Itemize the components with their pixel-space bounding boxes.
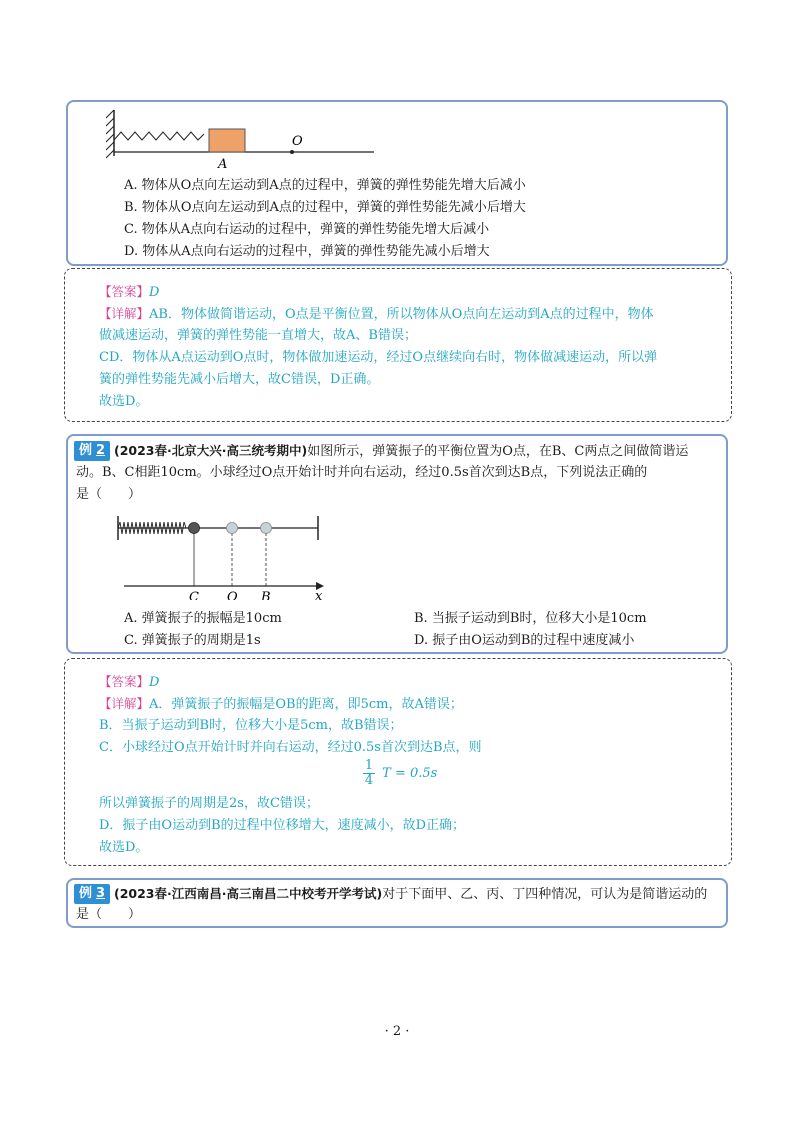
period-formula <box>363 759 437 793</box>
q3-stem-line-1: (2023春·江西南昌·高三南昌二中校考开学考试)对于下面甲、乙、丙、丁四种情况，可认为是简谐运动的 <box>114 886 708 902</box>
formula-rest: T = 0.5s <box>382 766 438 781</box>
q2-option-d: D. 振子由O运动到B的过程中速度减小 <box>414 633 635 648</box>
answer-2-line <box>99 673 159 692</box>
q2-option-a: A. 弹簧振子的振幅是10cm <box>124 611 282 626</box>
ball-at-C <box>189 523 200 534</box>
axis-label-x: x <box>315 589 323 600</box>
detail-1-line-4: 簧的弹性势能先减小后增大，故C错误，D正确。 <box>99 372 380 387</box>
q2-source: (2023春·北京大兴·高三统考期中) <box>114 443 308 458</box>
q2-stem-line-1: (2023春·北京大兴·高三统考期中)如图所示，弹簧振子的平衡位置为O点，在B、C两点之间做简谐运 <box>114 443 689 459</box>
answer-value: D <box>149 285 160 300</box>
q3-source: (2023春·江西南昌·高三南昌二中校考开学考试) <box>114 886 383 901</box>
detail-tag: 【详解】 <box>99 306 150 321</box>
spring-oscillator-figure <box>114 510 344 600</box>
formula-denominator: 4 <box>364 773 374 788</box>
detail-2-line-2: B．当振子运动到B时，位移大小是5cm，故B错误； <box>99 718 403 733</box>
answer-tag: 【答案】 <box>99 674 150 689</box>
answer-value: D <box>149 675 160 690</box>
axis-label-C: C <box>189 590 199 600</box>
detail-1-line-3: CD．物体从A点运动到O点时，物体做加速运动，经过O点继续向右时，物体做减速运动，所以弹 <box>99 350 658 365</box>
detail-2-line-3: C．小球经过O点开始计时并向右运动，经过0.5s首次到达B点，则 <box>99 740 482 755</box>
formula-numerator: 1 <box>364 758 374 773</box>
answer-tag: 【答案】 <box>99 284 150 299</box>
q2-option-c: C. 弹簧振子的周期是1s <box>124 633 261 648</box>
q2-stem-line-3: 是（ ） <box>76 487 142 502</box>
q2-stem-line-2: 动。B、C相距10cm。小球经过O点开始计时并向右运动，经过0.5s首次到达B点，下列说法正确的 <box>76 465 648 480</box>
q2-option-b: B. 当振子运动到B时，位移大小是10cm <box>414 611 647 626</box>
detail-1-line-2: 做减速运动，弹簧的弹性势能一直增大，故A、B错误； <box>99 328 417 343</box>
q3-stem-line-2: 是（ ） <box>76 907 142 922</box>
q1-option-c: C. 物体从A点向右运动的过程中，弹簧的弹性势能先增大后减小 <box>124 222 490 237</box>
detail-1-line-5: 故选D。 <box>99 394 149 409</box>
detail-2-line-1: 【详解】A．弹簧振子的振幅是OB的距离，即5cm，故A错误； <box>99 696 463 712</box>
axis-label-B: B <box>261 590 271 600</box>
answer-1-line <box>99 283 159 302</box>
detail-2-line-5: D．振子由O运动到B的过程中位移增大，速度减小，故D正确； <box>99 818 466 833</box>
detail-1-line-1: 【详解】AB．物体做简谐运动，O点是平衡位置，所以物体从O点向左运动到A点的过程中，物体 <box>99 306 654 322</box>
ball-at-B <box>261 523 272 534</box>
figure-label-A: A <box>218 157 228 172</box>
page-number: · 2 · <box>384 1024 410 1039</box>
answer-2-box <box>64 658 732 866</box>
q1-option-d: D. 物体从A点向右运动的过程中，弹簧的弹性势能先减小后增大 <box>124 244 490 259</box>
ball-at-O <box>227 523 238 534</box>
detail-tag: 【详解】 <box>99 696 150 711</box>
q1-option-a: A. 物体从O点向左运动到A点的过程中，弹簧的弹性势能先增大后减小 <box>124 178 526 193</box>
example-label: 例 2 <box>74 441 110 461</box>
detail-2-line-4: 所以弹簧振子的周期是2s，故C错误； <box>99 796 319 811</box>
detail-2-line-6: 故选D。 <box>99 840 149 855</box>
question-2-box <box>66 434 728 654</box>
question-1-box <box>66 100 728 266</box>
example-label: 例 3 <box>74 884 110 904</box>
q1-option-b: B. 物体从O点向左运动到A点的过程中，弹簧的弹性势能先减小后增大 <box>124 200 526 215</box>
axis-label-O: O <box>227 590 238 600</box>
question-3-box <box>66 878 728 928</box>
answer-1-box <box>64 268 732 422</box>
figure-label-O: O <box>292 134 303 149</box>
spring-block-figure <box>106 108 406 176</box>
block <box>209 129 245 152</box>
